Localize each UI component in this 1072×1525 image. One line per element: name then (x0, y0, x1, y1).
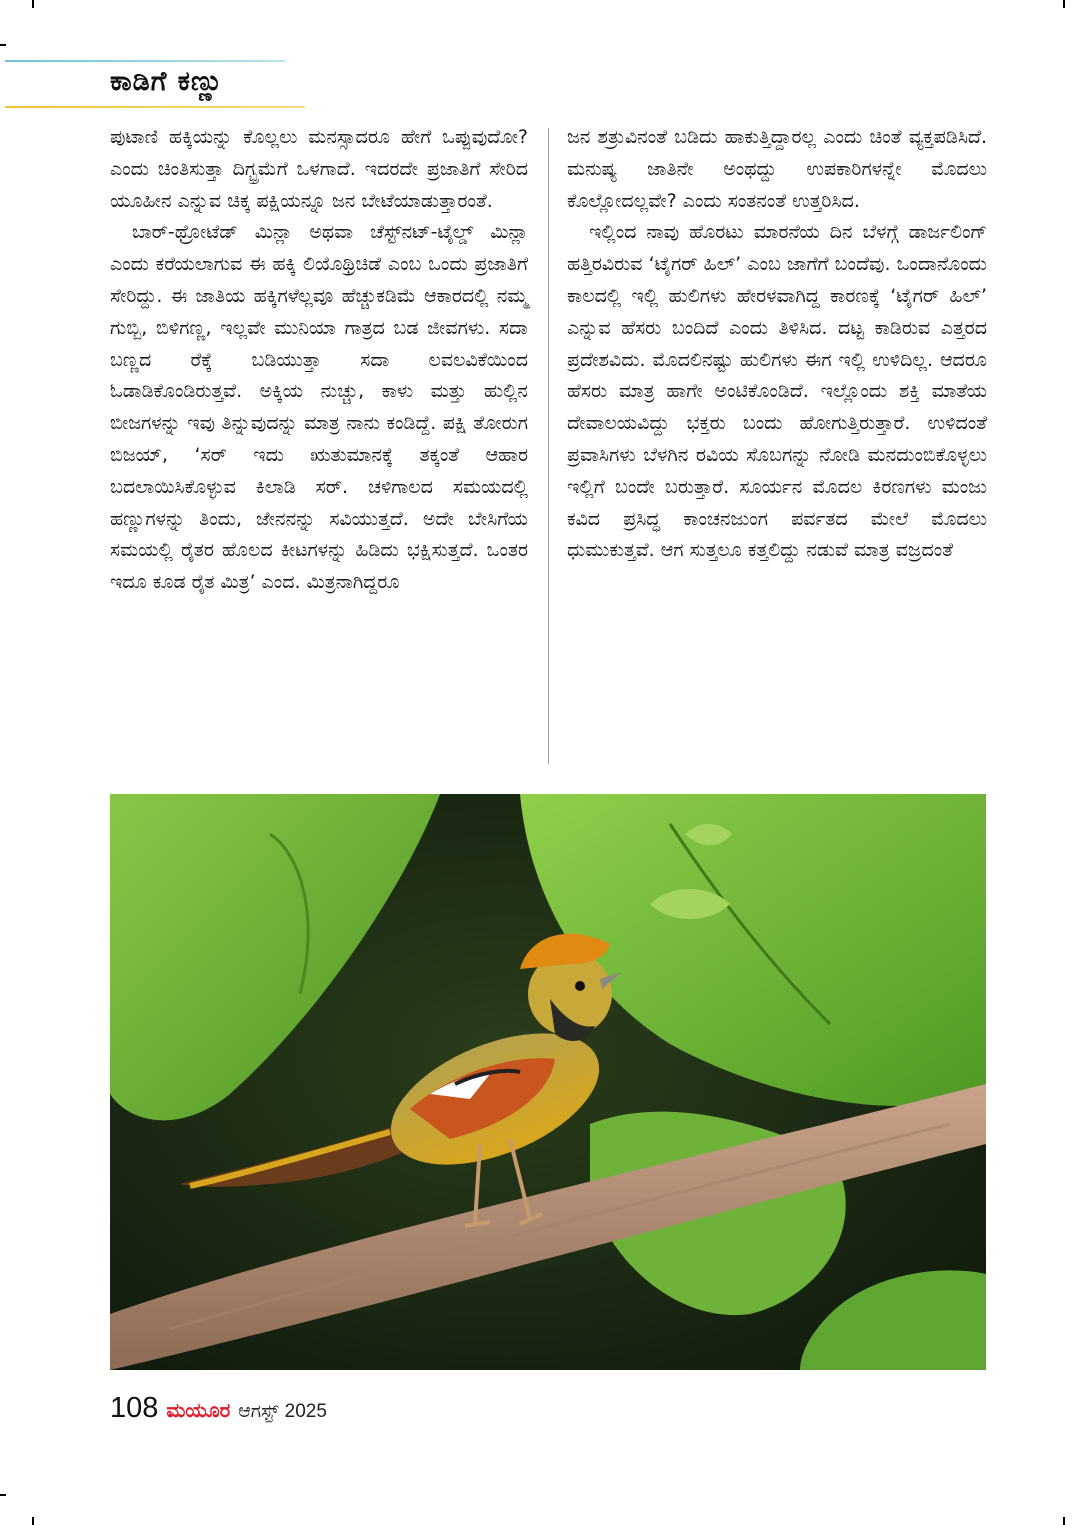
page-footer (110, 1392, 327, 1425)
issue-month: ಆಗಸ್ಟ್ (238, 1400, 279, 1422)
issue-date (238, 1400, 327, 1423)
bird-photo (110, 794, 986, 1370)
column-divider (548, 128, 549, 764)
article-column-left (110, 122, 528, 599)
crop-mark (32, 1517, 34, 1525)
crop-mark (0, 1494, 6, 1496)
issue-year: 2025 (284, 1401, 327, 1422)
section-title: ಕಾಡಿಗೆ ಕಣ್ಣು (110, 66, 224, 97)
paragraph: ಜನ ಶತ್ರುವಿನಂತೆ ಬಡಿದು ಹಾಕುತ್ತಿದ್ದಾರಲ್ಲ ಎಂದು ಚಿಂತೆ ವ್ಯಕ್ತಪಡಿಸಿದೆ. ಮನುಷ್ಯ ಜಾತಿನೇ ಅಂಥದ್ದು ಉಪಕಾರಿಗಳನ್ನೇ ಮೊದಲು ಕೊಲ್ಲೋದಲ್ಲವೇ? ಎಂದು ಸಂತನಂತೆ ಉತ್ತರಿಸಿದ. (567, 126, 987, 212)
paragraph: ಇಲ್ಲಿಂದ ನಾವು ಹೊರಟು ಮಾರನೆಯ ದಿನ ಬೆಳಗ್ಗೆ ಡಾರ್ಜಲಿಂಗ್ ಹತ್ತಿರವಿರುವ ‘ಟೈಗರ್ ಹಿಲ್’ ಎಂಬ ಜಾಗೆಗೆ ಬಂದೆವು. ಒಂದಾನೊಂದು ಕಾಲದಲ್ಲಿ ಇಲ್ಲಿ ಹುಲಿಗಳು ಹೇರಳವಾಗಿದ್ದ ಕಾರಣಕ್ಕೆ ‘ಟೈಗರ್ ಹಿಲ್’ ಎನ್ನುವ ಹೆಸರು ಬಂದಿದೆ ಎಂದು ತಿಳಿಸಿದ. ದಟ್ಟ ಕಾಡಿರುವ ಎತ್ತರದ ಪ್ರದೇಶವಿದು. ಮೊದಲಿನಷ್ಟು ಹುಲಿಗಳು ಈಗ ಇಲ್ಲಿ ಉಳಿದಿಲ್ಲ. ಆದರೂ ಹೆಸರು ಮಾತ್ರ ಹಾಗೇ ಅಂಟಿಕೊಂಡಿದೆ. ಇಲ್ಲೊಂದು ಶಕ್ತಿ ಮಾತೆಯ ದೇವಾಲಯವಿದ್ದು ಭಕ್ತರು ಬಂದು ಹೋಗುತ್ತಿರುತ್ತಾರೆ. ಉಳಿದಂತೆ ಪ್ರವಾಸಿಗಳು ಬೆಳಗಿನ ರವಿಯ ಸೊಬಗನ್ನು ನೋಡಿ ಮನದುಂಬಿಕೊಳ್ಳಲು ಇಲ್ಲಿಗೆ ಬಂದೇ ಬರುತ್ತಾರೆ. ಸೂರ್ಯನ ಮೊದಲ ಕಿರಣಗಳು ಮಂಜು ಕವಿದ ಪ್ರಸಿದ್ಧ ಕಾಂಚನಜುಂಗ ಪರ್ವತದ ಮೇಲೆ ಮೊದಲು ಧುಮುಕುತ್ತವೆ. ಆಗ ಸುತ್ತಲೂ ಕತ್ತಲಿದ್ದು ನಡುವೆ ಮಾತ್ರ ವಜ್ರದಂತೆ (567, 221, 987, 562)
header-rule-bottom (5, 106, 305, 108)
crop-mark (32, 0, 34, 8)
crop-mark (1063, 0, 1065, 8)
paragraph: ಬಾರ್-ಥ್ರೋಟೆಡ್ ಮಿನ್ಲಾ ಅಥವಾ ಚೆಸ್ಟ್‌ನಟ್-ಟೈಲ್ಡ್ ಮಿನ್ಲಾ ಎಂದು ಕರೆಯಲಾಗುವ ಈ ಹಕ್ಕಿ ಲಿಯೊಥ್ರಿಚಿಡೆ ಎಂಬ ಒಂದು ಪ್ರಜಾತಿಗೆ ಸೇರಿದ್ದು. ಈ ಜಾತಿಯ ಹಕ್ಕಿಗಳೆಲ್ಲವೂ ಹೆಚ್ಚುಕಡಿಮೆ ಆಕಾರದಲ್ಲಿ ನಮ್ಮ ಗುಬ್ಬಿ, ಬಿಳಿಗಣ್ಣ, ಇಲ್ಲವೇ ಮುನಿಯಾ ಗಾತ್ರದ ಬಡ ಜೀವಗಳು. ಸದಾ ಬಣ್ಣದ ರೆಕ್ಕೆ ಬಡಿಯುತ್ತಾ ಸದಾ ಲವಲವಿಕೆಯಿಂದ ಓಡಾಡಿಕೊಂಡಿರುತ್ತವೆ. ಅಕ್ಕಿಯ ನುಚ್ಚು, ಕಾಳು ಮತ್ತು ಹುಲ್ಲಿನ ಬೀಜಗಳನ್ನು ಇವು ತಿನ್ನುವುದನ್ನು ಮಾತ್ರ ನಾನು ಕಂಡಿದ್ದೆ. ಪಕ್ಷಿ ತೋರುಗ ಬಿಜಯ್, ‘ಸರ್ ಇದು ಋತುಮಾನಕ್ಕೆ ತಕ್ಕಂತೆ ಆಹಾರ ಬದಲಾಯಿಸಿಕೊಳ್ಳುವ ಕಿಲಾಡಿ ಸರ್. ಚಳಿಗಾಲದ ಸಮಯದಲ್ಲಿ ಹಣ್ಣುಗಳನ್ನು ತಿಂದು, ಜೇನನನ್ನು ಸವಿಯುತ್ತದೆ. ಅದೇ ಬೇಸಿಗೆಯ ಸಮಯಲ್ಲಿ ರೈತರ ಹೊಲದ ಕೀಟಗಳನ್ನು ಹಿಡಿದು ಭಕ್ಷಿಸುತ್ತದೆ. ಒಂತರ ಇದೂ ಕೂಡ ರೈತ ಮಿತ್ರ’ ಎಂದ. ಮಿತ್ರನಾಗಿದ್ದರೂ (110, 221, 528, 594)
crop-mark (1063, 1517, 1065, 1525)
page-number: 108 (110, 1392, 159, 1424)
paragraph: ಪುಟಾಣಿ ಹಕ್ಕಿಯನ್ನು ಕೊಲ್ಲಲು ಮನಸ್ಸಾದರೂ ಹೇಗೆ ಒಪ್ಪುವುದೋ? ಎಂದು ಚಿಂತಿಸುತ್ತಾ ದಿಗ್ಭ್ರಮೆಗೆ ಒಳಗಾದೆ. ಇದರದೇ ಪ್ರಜಾತಿಗೆ ಸೇರಿದ ಯೂಹೀನ ಎನ್ನುವ ಚಿಕ್ಕ ಪಕ್ಷಿಯನ್ನೂ ಜನ ಬೇಟೆಯಾಡುತ್ತಾರಂತೆ. (110, 126, 528, 212)
article-column-right (567, 122, 987, 567)
crop-mark (0, 44, 6, 46)
header-rule-top (5, 60, 285, 62)
magazine-name: ಮಯೂರ (166, 1398, 231, 1422)
